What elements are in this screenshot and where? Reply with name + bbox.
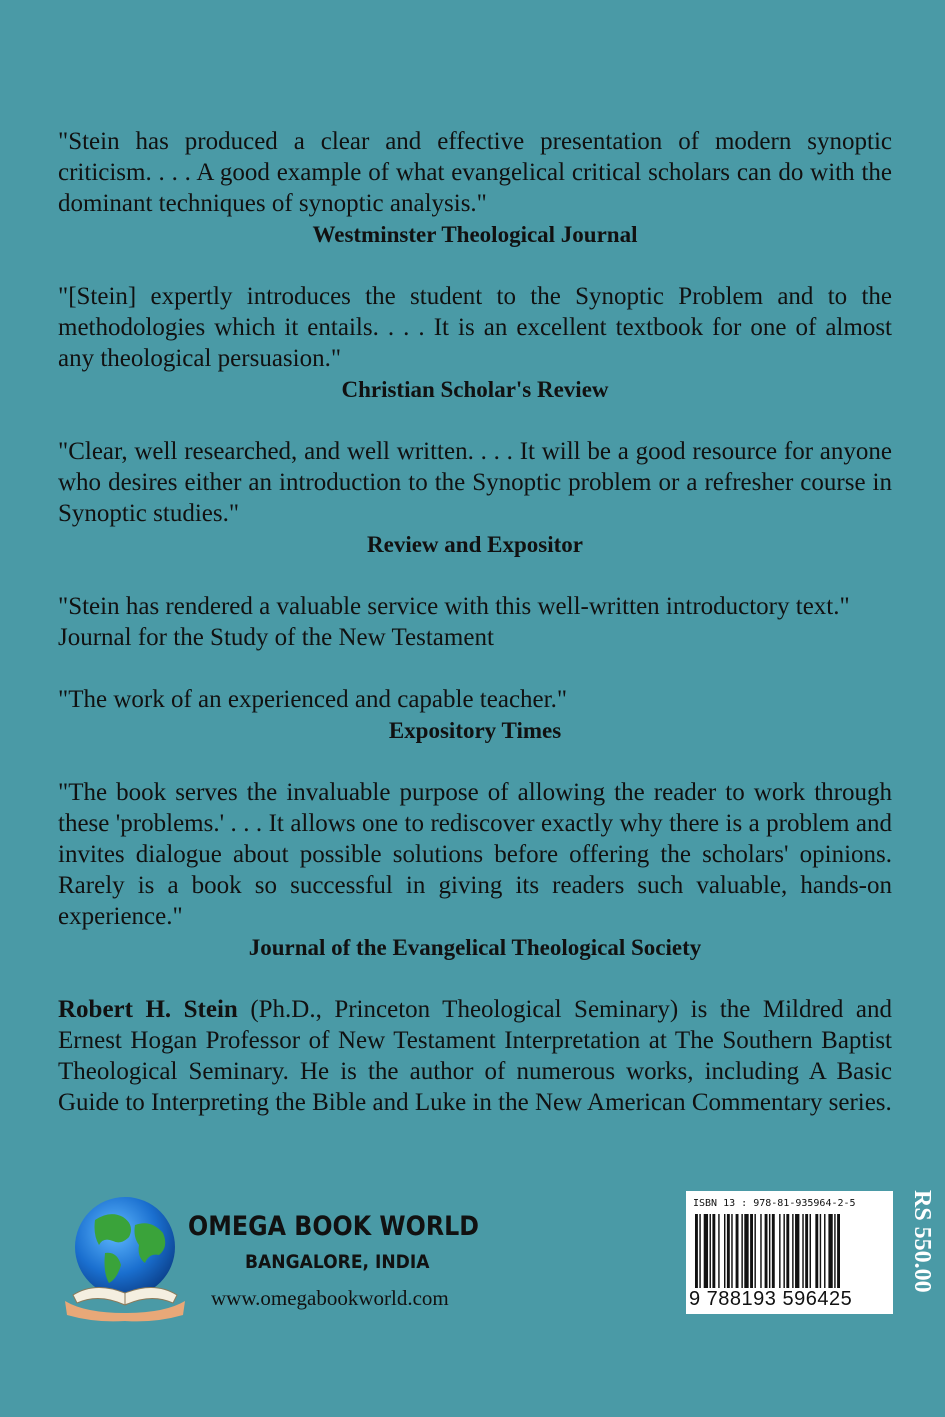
price-label: RS 550.00 xyxy=(909,1190,935,1293)
barcode-digits: 9 788193 596425 xyxy=(689,1288,853,1310)
review-quote: "Stein has rendered a valuable service with this well-written introductory text." xyxy=(58,593,850,620)
review-quote: "The book serves the invaluable purpose of allowing the reader to work through these 'problems.' . . . It allows one to rediscover exactly why there is a problem and invites dialogue about possible solutions before offering the scholars' opinions. Rarely is a book so successful in giving its readers such valuable, hands-on experience." xyxy=(58,779,892,930)
publisher-name: OMEGA BOOK WORLD xyxy=(188,1211,479,1242)
barcode-bar xyxy=(786,1214,789,1288)
review-quote: "Stein has produced a clear and effective presentation of modern synoptic criticism. . . . A good example of what evangelical critical scholars can do with the dominant techniques of synoptic analysis." xyxy=(58,128,892,217)
barcode-bar xyxy=(828,1214,832,1288)
barcode-bar xyxy=(760,1214,761,1288)
author-name: Robert H. Stein xyxy=(58,996,238,1023)
author-bio-text: (Ph.D., Princeton Theological Seminary) is the Mildred and Ernest Hogan Professor of New Testament Interpretation at The Southern Baptist Theological Seminary. He is the author of numerous works, including A Basic Guide to Interpreting the Bible and Luke in the New American Commentary series. xyxy=(58,996,892,1116)
review-block xyxy=(58,126,892,250)
review-block xyxy=(58,684,892,746)
review-block xyxy=(58,281,892,405)
review-block xyxy=(58,777,892,963)
globe-book-hands-icon xyxy=(55,1195,195,1325)
barcode-bar xyxy=(736,1214,739,1288)
barcode-bar xyxy=(802,1214,803,1288)
review-source: Christian Scholar's Review xyxy=(341,377,609,402)
barcode-bar xyxy=(744,1214,748,1288)
barcode-bar xyxy=(795,1214,799,1288)
reviews-section xyxy=(58,126,892,1118)
barcode-bar xyxy=(805,1214,808,1288)
barcode-bar xyxy=(815,1214,818,1288)
barcode-bar xyxy=(718,1214,719,1288)
publisher-url: www.omegabookworld.com xyxy=(211,1286,449,1310)
barcode-bar xyxy=(824,1214,825,1288)
barcode-bar xyxy=(695,1214,698,1288)
barcode-bar xyxy=(704,1214,708,1288)
isbn-label: ISBN 13 : 978-81-935964-2-5 xyxy=(693,1198,856,1209)
barcode-bar xyxy=(710,1214,711,1288)
barcode-bar xyxy=(765,1214,768,1288)
review-source: Journal of the Evangelical Theological Society xyxy=(248,935,702,960)
review-source: Journal for the Study of the New Testament xyxy=(58,624,494,651)
barcode-bar xyxy=(699,1214,700,1288)
review-block xyxy=(58,436,892,560)
barcode-bar xyxy=(769,1214,770,1288)
barcode-bar xyxy=(792,1214,793,1288)
isbn-barcode xyxy=(686,1191,893,1314)
review-source: Westminster Theological Journal xyxy=(312,222,638,247)
barcode-bar xyxy=(724,1214,725,1288)
publisher-block xyxy=(55,1195,525,1325)
review-source: Expository Times xyxy=(388,718,562,743)
barcode-bar xyxy=(727,1214,730,1288)
review-source: Review and Expositor xyxy=(367,532,583,557)
barcode-bar xyxy=(834,1214,835,1288)
barcode-bar xyxy=(731,1214,732,1288)
barcode-bar xyxy=(754,1214,755,1288)
author-bio xyxy=(58,994,892,1118)
barcode-bar xyxy=(712,1214,715,1288)
review-quote: "[Stein] expertly introduces the student to the Synoptic Problem and to the methodologies which it entails. . . . It is an excellent textbook for one of almost any theological persuasion." xyxy=(58,283,892,372)
barcode-bar xyxy=(772,1214,775,1288)
publisher-city: BANGALORE, INDIA xyxy=(245,1251,430,1273)
review-quote: "The work of an experienced and capable teacher." xyxy=(58,686,568,713)
review-block xyxy=(58,591,892,653)
barcode-bar xyxy=(810,1214,811,1288)
barcode-bar xyxy=(741,1214,742,1288)
barcode-bars xyxy=(695,1214,885,1288)
review-quote: "Clear, well researched, and well written. . . . It will be a good resource for anyone who desires either an introduction to the Synoptic problem or a refresher course in Synoptic studies." xyxy=(58,438,892,527)
barcode-bar xyxy=(820,1214,821,1288)
barcode-bar xyxy=(750,1214,753,1288)
barcode-bar xyxy=(837,1214,840,1288)
barcode-bar xyxy=(779,1214,780,1288)
barcode-bar xyxy=(783,1214,784,1288)
